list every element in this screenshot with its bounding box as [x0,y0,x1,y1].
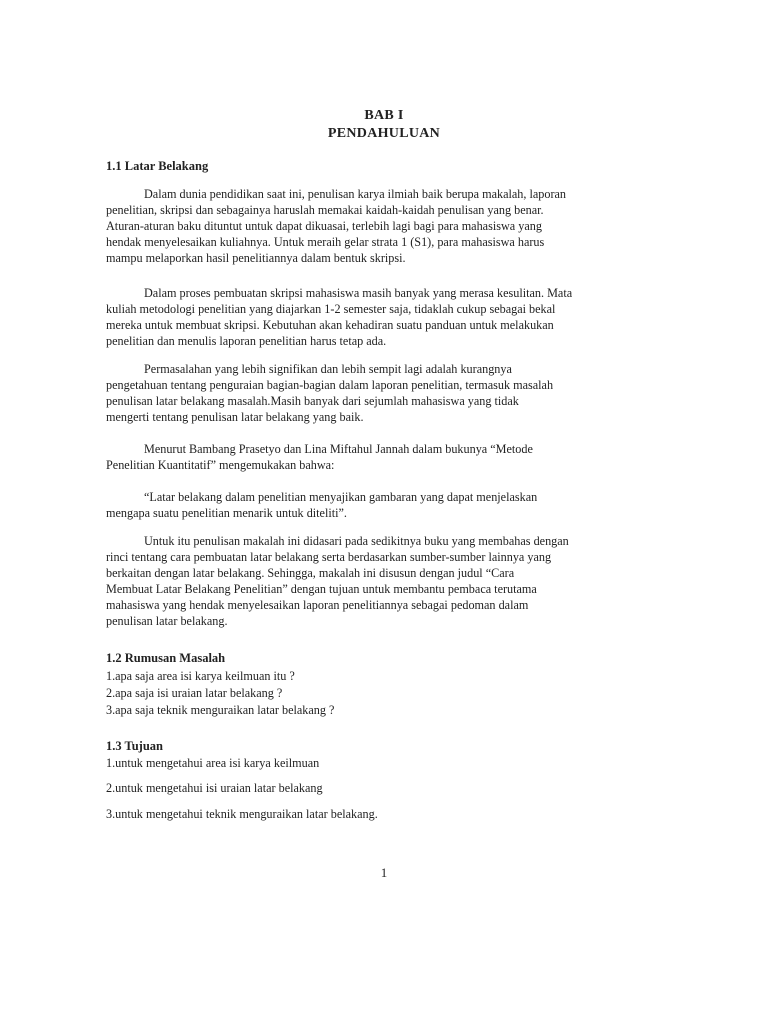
paragraph-line: mampu melaporkan hasil penelitiannya dalam bentuk skripsi. [106,251,406,265]
list-item: 2.apa saja isi uraian latar belakang ? [106,686,283,700]
paragraph-line: Menurut Bambang Prasetyo dan Lina Miftahul Jannah dalam bukunya “Metode [144,442,533,456]
paragraph-line: mereka untuk membuat skripsi. Kebutuhan akan kehadiran suatu panduan untuk melakukan [106,318,554,332]
paragraph-line: “Latar belakang dalam penelitian menyajikan gambaran yang dapat menjelaskan [144,490,538,504]
page-number: 1 [380,865,388,880]
section-heading-latar-belakang: 1.1 Latar Belakang [106,159,209,173]
paragraph-line: hendak menyelesaikan kuliahnya. Untuk meraih gelar strata 1 (S1), para mahasiswa harus [106,235,545,249]
paragraph-1 [106,186,666,266]
paragraph-line: Membuat Latar Belakang Penelitian” dengan tujuan untuk membantu pembaca terutama [106,582,537,596]
paragraph-4 [106,441,666,473]
paragraph-line: mahasiswa yang hendak menyelesaikan laporan penelitiannya sebagai pedoman dalam [106,598,529,612]
paragraph-line: berkaitan dengan latar belakang. Sehingga, makalah ini disusun dengan judul “Cara [106,566,515,580]
list-item: 1.untuk mengetahui area isi karya keilmuan [106,756,320,770]
chapter-title: PENDAHULUAN [327,126,441,141]
section-heading-rumusan-masalah: 1.2 Rumusan Masalah [106,651,226,665]
paragraph-line: Aturan-aturan baku dituntut untuk dapat dikuasai, terlebih lagi bagi para mahasiswa yang [106,219,542,233]
list-item: 3.untuk mengetahui teknik menguraikan latar belakang. [106,807,378,821]
paragraph-line: Dalam proses pembuatan skripsi mahasiswa masih banyak yang merasa kesulitan. Mata [144,286,573,300]
list-item: 2.untuk mengetahui isi uraian latar belakang [106,781,323,795]
paragraph-line: Untuk itu penulisan makalah ini didasari pada sedikitnya buku yang membahas dengan [144,534,569,548]
section-heading-tujuan: 1.3 Tujuan [106,739,163,753]
paragraph-line: Penelitian Kuantitatif” mengemukakan bahwa: [106,458,335,472]
list-item: 3.apa saja teknik menguraikan latar belakang ? [106,703,335,717]
paragraph-line: mengapa suatu penelitian menarik untuk diteliti”. [106,506,347,520]
paragraph-line: pengetahuan tentang penguraian bagian-bagian dalam laporan penelitian, termasuk masalah [106,378,554,392]
paragraph-line: penelitian dan menulis laporan penelitian harus tetap ada. [106,334,387,348]
paragraph-line: rinci tentang cara pembuatan latar belakang serta berdasarkan sumber-sumber lainnya yang [106,550,552,564]
paragraph-3 [106,361,666,425]
paragraph-line: penelitian, skripsi dan sebagainya haruslah memakai kaidah-kaidah penulisan yang benar. [106,203,544,217]
paragraph-line: kuliah metodologi penelitian yang diajarkan 1-2 semester saja, tidaklah cukup sebagai bekal [106,302,556,316]
paragraph-6 [106,533,666,629]
list-item: 1.apa saja area isi karya keilmuan itu ? [106,669,295,683]
paragraph-2 [106,285,666,349]
paragraph-line: mengerti tentang penulisan latar belakang yang baik. [106,410,364,424]
paragraph-line: penulisan latar belakang. [106,614,228,628]
paragraph-line: Dalam dunia pendidikan saat ini, penulisan karya ilmiah baik berupa makalah, laporan [144,187,567,201]
paragraph-line: Permasalahan yang lebih signifikan dan lebih sempit lagi adalah kurangnya [144,362,512,376]
quote-paragraph [106,489,666,521]
paragraph-line: penulisan latar belakang masalah.Masih banyak dari sejumlah mahasiswa yang tidak [106,394,519,408]
chapter-number: BAB I [364,108,404,123]
